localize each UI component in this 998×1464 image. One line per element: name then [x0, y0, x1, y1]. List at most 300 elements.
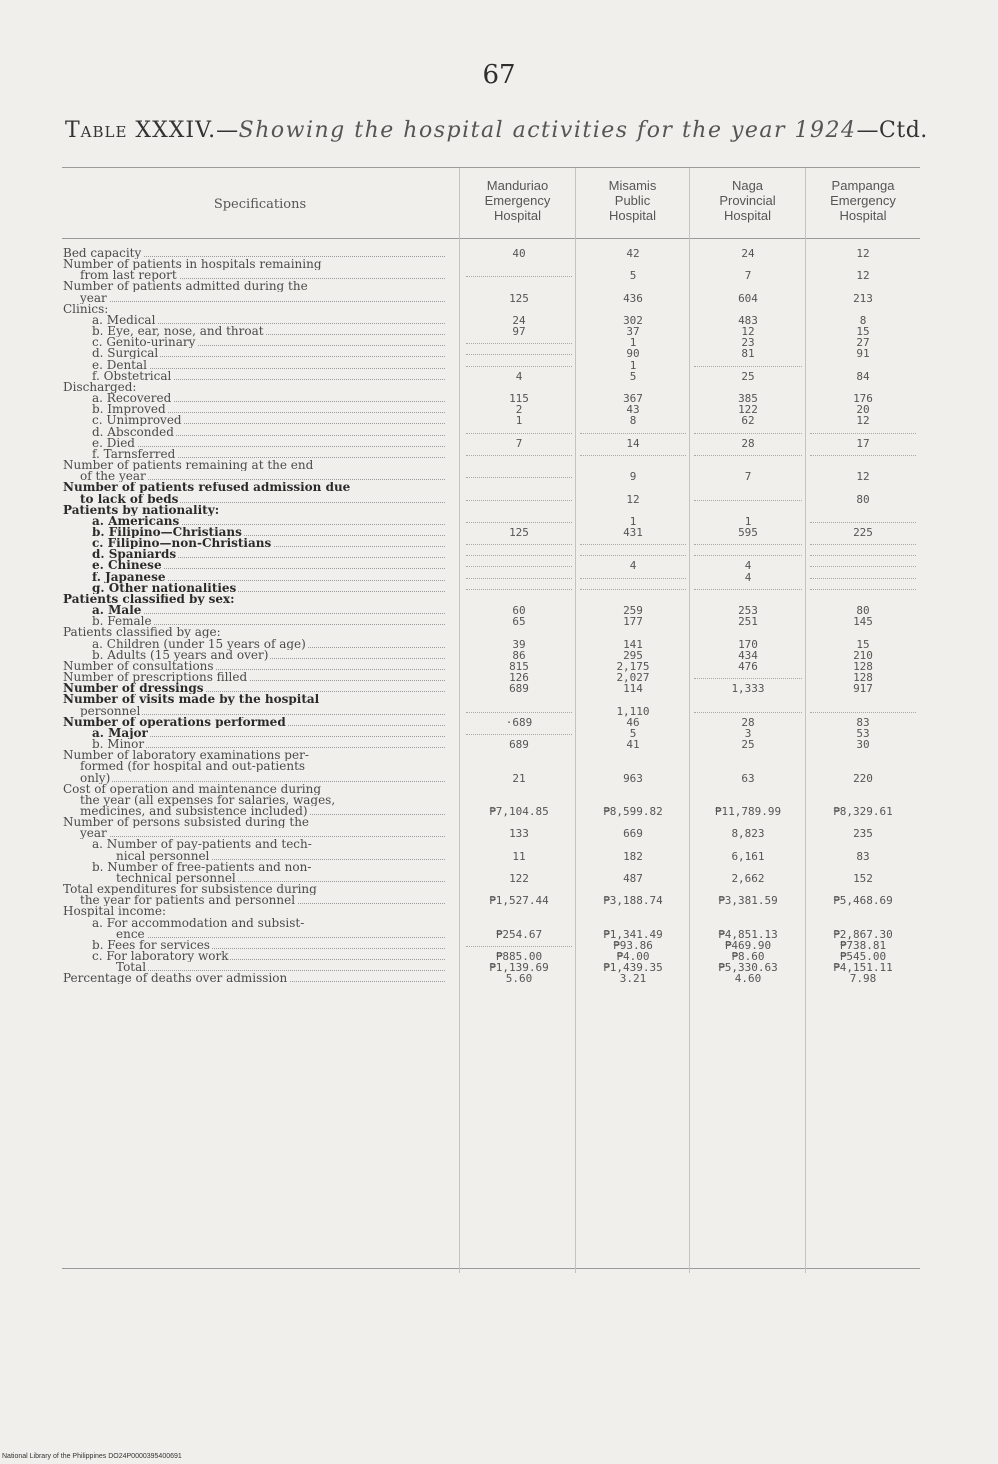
- value-cell: 86: [512, 648, 526, 662]
- value-cell: 431: [623, 526, 643, 539]
- row-label-text: from last report: [80, 270, 177, 282]
- header-line: Hospital: [724, 208, 771, 223]
- row-label-text: ence: [116, 928, 145, 940]
- row-label-text: the year for patients and personnel: [80, 895, 296, 907]
- value-cell: 83: [856, 715, 870, 729]
- value-cell: 3.21: [619, 972, 647, 986]
- row-label: [92, 527, 445, 538]
- value-cell: 8: [629, 414, 637, 428]
- table-row: [0, 594, 998, 605]
- header-line: Hospital: [494, 208, 541, 223]
- value-cell: 122: [738, 403, 758, 417]
- value-cell: 225: [853, 526, 873, 539]
- value-cell: ₱3,381.59: [718, 894, 778, 908]
- dot-leader: [694, 538, 802, 545]
- value-cell: 604: [738, 291, 758, 305]
- table-row: [0, 973, 998, 984]
- value-cell: 1,110: [616, 704, 650, 718]
- value-cell: 20: [856, 403, 870, 417]
- value-cell: ₱1,527.44: [489, 894, 549, 908]
- table-row: [0, 404, 998, 415]
- table-row: [0, 348, 998, 359]
- dot-leader: [810, 427, 916, 434]
- value-cell: 595: [738, 526, 758, 539]
- value-cell: 63: [741, 771, 755, 785]
- value-cell: ₱4,151.11: [833, 961, 893, 975]
- value-cell: 476: [738, 659, 758, 673]
- empty-cell-leader: [806, 572, 920, 583]
- table-row: [0, 382, 998, 393]
- table-row: [0, 471, 998, 482]
- bottom-rule: [62, 1268, 920, 1269]
- empty-cell-leader: [806, 706, 920, 717]
- empty-cell-leader: [690, 494, 806, 505]
- row-label-text: Number of patients refused admission due: [63, 482, 351, 494]
- dot-leader: [466, 549, 572, 556]
- row-label-text: b. Fees for services: [92, 939, 210, 951]
- empty-cell-leader: [806, 538, 920, 549]
- value-cell: 4: [744, 559, 752, 573]
- dot-leader: [466, 706, 572, 713]
- row-label: [92, 427, 445, 438]
- table-row: [0, 560, 998, 571]
- row-label-text: Number of persons subsisted during the: [63, 817, 310, 829]
- value-cell: 46: [626, 715, 640, 729]
- empty-cell-leader: [462, 449, 576, 460]
- value-cell: ·689: [505, 715, 533, 729]
- value-cell: 434: [738, 648, 758, 662]
- row-label: [80, 828, 445, 839]
- table-row: [0, 694, 998, 705]
- value-cell: 210: [853, 648, 873, 662]
- value-cell: 367: [623, 392, 643, 406]
- value-cell: 27: [856, 336, 870, 350]
- value-cell: 84: [856, 369, 870, 383]
- dot-leader: [810, 560, 916, 567]
- value-cell: ₱5,468.69: [833, 894, 893, 908]
- empty-cell-leader: [690, 449, 806, 460]
- header-line: Emergency: [484, 193, 551, 208]
- value-cell: 5.60: [505, 972, 533, 986]
- row-label: [92, 639, 445, 650]
- header-line: Pampanga: [831, 178, 895, 193]
- row-label-text: Number of patients in hospitals remaining: [63, 259, 322, 271]
- row-label: [92, 415, 445, 426]
- value-cell: 253: [738, 604, 758, 618]
- value-cell: 669: [623, 827, 643, 841]
- value-cell: 1: [515, 414, 523, 428]
- table-row: [0, 505, 998, 516]
- row-label: [92, 449, 445, 460]
- empty-cell-leader: [806, 583, 920, 594]
- value-cell: 65: [512, 615, 526, 629]
- row-label: [80, 706, 445, 717]
- table-row: [0, 761, 998, 772]
- dot-leader: [810, 449, 916, 456]
- value-cell: 145: [853, 615, 873, 629]
- value-cell: ₱1,139.69: [489, 961, 549, 975]
- row-label: [92, 839, 445, 850]
- value-cell: 5: [629, 726, 637, 740]
- empty-cell-leader: [690, 538, 806, 549]
- row-label: [63, 750, 445, 761]
- value-cell: ₱885.00: [495, 950, 543, 964]
- row-label: [92, 918, 445, 929]
- empty-cell-leader: [462, 560, 576, 571]
- empty-cell-leader: [806, 549, 920, 560]
- table-row: [0, 281, 998, 292]
- value-cell: 30: [856, 738, 870, 752]
- value-cell: 182: [623, 849, 643, 863]
- table-row: [0, 773, 998, 784]
- dot-leader: [810, 538, 916, 545]
- value-cell: ₱8,599.82: [603, 805, 663, 818]
- table-row: [0, 605, 998, 616]
- row-label: [63, 973, 445, 984]
- row-label-text: c. Genito-urinary: [92, 337, 196, 349]
- dot-leader: [466, 538, 572, 545]
- row-label: [92, 862, 445, 873]
- empty-cell-leader: [462, 348, 576, 359]
- value-cell: 815: [509, 659, 529, 673]
- value-cell: 60: [512, 604, 526, 618]
- row-label: [63, 248, 445, 259]
- table-row: [0, 828, 998, 839]
- table-row: [0, 895, 998, 906]
- value-cell: ₱738.81: [839, 938, 887, 952]
- dot-leader: [580, 549, 686, 556]
- value-cell: 41: [626, 738, 640, 752]
- dot-leader: [810, 706, 916, 713]
- value-cell: 235: [853, 827, 873, 841]
- row-label-text: c. Filipino—non-Christians: [92, 538, 272, 550]
- table-row: [0, 360, 998, 371]
- table-row: [0, 248, 998, 259]
- dot-leader: [580, 583, 686, 590]
- value-cell: 177: [623, 615, 643, 629]
- row-label: [92, 616, 445, 627]
- value-cell: 125: [509, 291, 529, 305]
- row-label: [80, 795, 445, 806]
- row-label-text: nical personnel: [116, 850, 210, 862]
- table-row: [0, 482, 998, 493]
- row-label-text: Number of patients admitted during the: [63, 281, 308, 293]
- value-cell: 81: [741, 347, 755, 361]
- header-line: Naga: [731, 178, 764, 193]
- value-cell: 963: [623, 771, 643, 785]
- table-title: Showing the hospital activities for the year 1924: [238, 118, 857, 143]
- value-cell: 7: [515, 436, 523, 450]
- value-cell: 12: [856, 414, 870, 428]
- row-label: [80, 895, 445, 906]
- table-row: [0, 839, 998, 850]
- empty-cell-leader: [576, 427, 690, 438]
- row-label-text: Percentage of deaths over admission: [63, 973, 288, 985]
- row-label-text: year: [80, 292, 107, 304]
- empty-cell-leader: [462, 360, 576, 371]
- row-label-text: Hospital income:: [63, 906, 167, 918]
- row-label-text: d. Surgical: [92, 348, 159, 360]
- row-label-text: b. Improved: [92, 404, 166, 416]
- row-label: [63, 661, 445, 672]
- value-cell: 1: [744, 514, 752, 528]
- table-row: [0, 817, 998, 828]
- value-cell: 90: [626, 347, 640, 361]
- table-row: [0, 806, 998, 817]
- value-cell: 133: [509, 827, 529, 841]
- table-caption: [65, 118, 945, 143]
- dot-leader: [466, 471, 572, 478]
- dot-leader: [466, 940, 572, 947]
- table-row: [0, 918, 998, 929]
- row-label-text: formed (for hospital and out-patients: [80, 761, 306, 773]
- row-label: [63, 672, 445, 683]
- dot-leader: [810, 572, 916, 579]
- empty-cell-leader: [806, 560, 920, 571]
- dot-leader: [466, 728, 572, 735]
- value-cell: ₱8.60: [731, 950, 765, 964]
- value-cell: 385: [738, 392, 758, 406]
- row-label-text: c. For laboratory work: [92, 951, 229, 963]
- row-label-text: Total: [116, 962, 147, 974]
- value-cell: 487: [623, 871, 643, 885]
- dot-leader: [466, 348, 572, 355]
- header-line: Public: [614, 193, 651, 208]
- value-cell: 91: [856, 347, 870, 361]
- value-cell: 15: [856, 325, 870, 339]
- header-line: Provincial: [719, 193, 776, 208]
- value-cell: 689: [509, 738, 529, 752]
- dot-leader: [694, 672, 802, 679]
- dot-leader: [694, 583, 802, 590]
- value-cell: 12: [856, 247, 870, 260]
- row-label: [116, 851, 445, 862]
- row-label: [80, 773, 445, 784]
- value-cell: 7.98: [849, 972, 877, 986]
- dot-leader: [810, 583, 916, 590]
- table-row: [0, 494, 998, 505]
- top-rule: [62, 167, 920, 168]
- row-label-text: Discharged:: [63, 381, 137, 393]
- value-cell: 25: [741, 738, 755, 752]
- row-label-text: Number of laboratory examinations per-: [63, 750, 309, 762]
- row-label: [92, 739, 445, 750]
- value-cell: 28: [741, 715, 755, 729]
- row-label-text: Patients by nationality:: [63, 504, 220, 516]
- header-line: Misamis: [608, 178, 657, 193]
- empty-cell-leader: [576, 572, 690, 583]
- value-cell: 213: [853, 291, 873, 305]
- empty-cell-leader: [462, 494, 576, 505]
- value-cell: ₱1,341.49: [603, 927, 663, 941]
- dot-leader: [466, 516, 572, 523]
- value-cell: 5: [629, 269, 637, 283]
- row-label: [80, 806, 445, 817]
- table-row: [0, 259, 998, 270]
- empty-cell-leader: [690, 427, 806, 438]
- row-label-text: Patients classified by sex:: [63, 593, 235, 605]
- table-row: [0, 337, 998, 348]
- row-label: [92, 951, 445, 962]
- archive-footer: National Library of the Philippines DO24P0000395400691: [2, 1453, 182, 1460]
- row-label: [92, 940, 445, 951]
- value-cell: 11: [512, 849, 526, 863]
- table-row: [0, 516, 998, 527]
- row-label-text: e. Chinese: [92, 560, 162, 572]
- value-cell: 917: [853, 682, 873, 696]
- row-label: [80, 270, 445, 281]
- row-label-text: personnel: [80, 705, 141, 717]
- row-label-text: d. Absconded: [92, 426, 174, 438]
- row-label-text: a. Major: [92, 727, 148, 739]
- row-label: [80, 471, 445, 482]
- dot-leader: [810, 516, 916, 523]
- value-cell: 1: [629, 358, 637, 372]
- value-cell: ₱254.67: [495, 927, 543, 941]
- empty-cell-leader: [576, 449, 690, 460]
- row-label-text: the year (all expenses for salaries, wages,: [80, 794, 336, 806]
- value-cell: 53: [856, 726, 870, 740]
- empty-cell-leader: [462, 427, 576, 438]
- value-cell: ₱545.00: [839, 950, 887, 964]
- value-cell: 12: [626, 492, 640, 506]
- row-label: [92, 360, 445, 371]
- value-cell: ₱3,188.74: [603, 894, 663, 908]
- header-line: Hospital: [609, 208, 656, 223]
- row-label: [92, 538, 445, 549]
- empty-cell-leader: [462, 706, 576, 717]
- value-cell: 83: [856, 849, 870, 863]
- header-naga: [690, 178, 805, 232]
- table-row: [0, 627, 998, 638]
- dot-leader: [580, 538, 686, 545]
- value-cell: 4: [629, 559, 637, 573]
- row-label-text: Clinics:: [63, 303, 109, 315]
- row-label-text: medicines, and subsistence included): [80, 806, 308, 817]
- row-label: [63, 281, 445, 292]
- table-row: [0, 460, 998, 471]
- row-label: [116, 962, 445, 973]
- value-cell: 80: [856, 604, 870, 618]
- value-cell: 7: [744, 470, 752, 484]
- row-label: [63, 594, 445, 605]
- value-cell: 40: [512, 247, 526, 260]
- empty-cell-leader: [462, 549, 576, 560]
- value-cell: [806, 360, 920, 371]
- value-cell: 14: [626, 436, 640, 450]
- value-cell: 2,027: [616, 671, 650, 685]
- row-label: [92, 371, 445, 382]
- row-label-text: Number of visits made by the hospital: [63, 694, 320, 706]
- dot-leader: [694, 449, 802, 456]
- value-cell: 21: [512, 771, 526, 785]
- value-cell: 125: [509, 526, 529, 539]
- empty-cell-leader: [462, 583, 576, 594]
- row-label: [92, 393, 445, 404]
- value-cell: 39: [512, 637, 526, 651]
- row-label: [63, 482, 445, 493]
- table-row: [0, 293, 998, 304]
- value-cell: 12: [741, 325, 755, 339]
- row-label-text: Bed capacity: [63, 248, 142, 259]
- table-row: [0, 583, 998, 594]
- value-cell: 4: [744, 570, 752, 584]
- table-row: [0, 683, 998, 694]
- value-cell: 23: [741, 336, 755, 350]
- row-label: [92, 438, 445, 449]
- row-label: [92, 605, 445, 616]
- row-label-text: b. Minor: [92, 739, 145, 751]
- value-cell: 7: [744, 269, 752, 283]
- dot-leader: [466, 427, 572, 434]
- table-row: [0, 851, 998, 862]
- value-cell: 80: [856, 492, 870, 506]
- value-cell: 24: [741, 247, 755, 260]
- dot-leader: [580, 449, 686, 456]
- value-cell: 1: [629, 336, 637, 350]
- value-cell: 8,823: [731, 827, 765, 841]
- caption-dash: —: [216, 118, 239, 143]
- value-cell: 9: [629, 470, 637, 484]
- row-label: [63, 694, 445, 705]
- table-row: [0, 304, 998, 315]
- row-label: [92, 315, 445, 326]
- row-label: [63, 906, 445, 917]
- value-cell: 4.60: [734, 972, 762, 986]
- value-cell: 12: [856, 470, 870, 484]
- row-label-text: a. Children (under 15 years of age): [92, 638, 306, 650]
- row-label-text: Number of dressings: [63, 683, 204, 695]
- value-cell: 259: [623, 604, 643, 618]
- row-label: [116, 873, 445, 884]
- table-row: [0, 438, 998, 449]
- value-cell: 128: [853, 659, 873, 673]
- table-row: [0, 639, 998, 650]
- row-label: [92, 650, 445, 661]
- value-cell: 128: [853, 671, 873, 685]
- empty-cell-leader: [576, 583, 690, 594]
- row-label-text: only): [80, 772, 111, 784]
- value-cell: 114: [623, 682, 643, 696]
- empty-cell-leader: [462, 270, 576, 281]
- header-manduriao: [460, 178, 575, 232]
- table-row: [0, 717, 998, 728]
- row-label: [63, 304, 445, 315]
- row-label-text: a. Recovered: [92, 393, 172, 405]
- dot-leader: [466, 572, 572, 579]
- value-cell: 115: [509, 392, 529, 406]
- row-label: [63, 683, 445, 694]
- row-label-text: Patients classified by age:: [63, 627, 221, 639]
- table-row: [0, 449, 998, 460]
- row-label: [80, 761, 445, 772]
- table-row: [0, 962, 998, 973]
- row-label-text: f. Tarnsferred: [92, 448, 176, 460]
- value-cell: 302: [623, 313, 643, 327]
- row-label: [92, 560, 445, 571]
- value-cell: 295: [623, 648, 643, 662]
- value-cell: 126: [509, 671, 529, 685]
- value-cell: 12: [856, 269, 870, 283]
- row-label-text: Number of prescriptions filled: [63, 672, 248, 684]
- dot-leader: [466, 270, 572, 277]
- value-cell: ₱4.00: [616, 950, 650, 964]
- table-row: [0, 873, 998, 884]
- row-label-text: c. Unimproved: [92, 415, 182, 427]
- row-label: [116, 929, 445, 940]
- value-cell: 1: [629, 514, 637, 528]
- row-label-text: Number of consultations: [63, 660, 214, 672]
